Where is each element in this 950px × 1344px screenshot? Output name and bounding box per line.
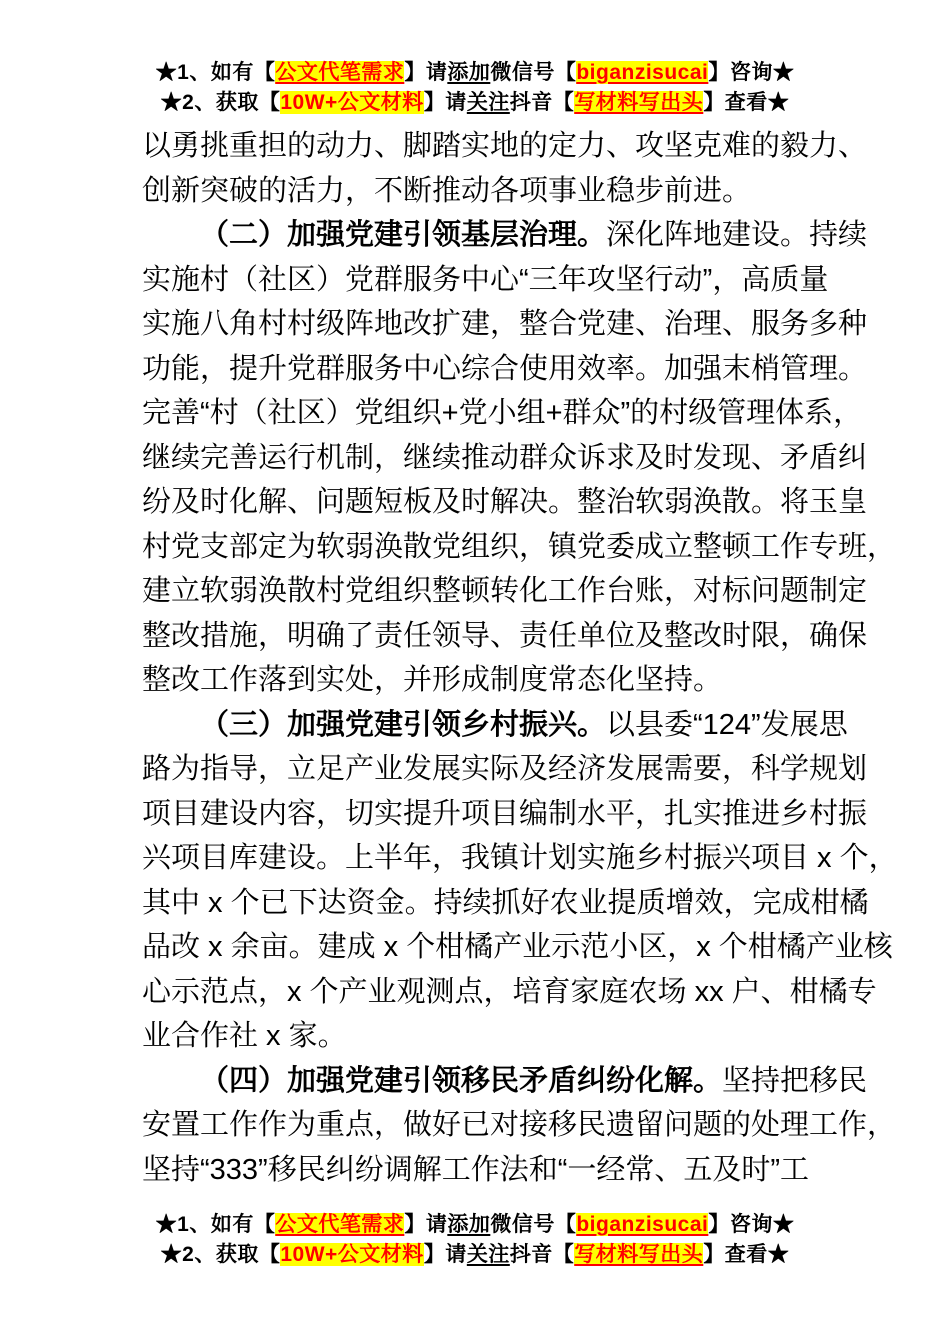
body-text: 业合作社 x 家。 — [142, 1020, 347, 1052]
text-line — [142, 1148, 822, 1193]
body-text: 功能，提升党群服务中心综合使用效率。加强末梢管理。 — [142, 352, 868, 385]
section-heading-text: （二）加强党建引领基层治理。 — [200, 219, 607, 251]
text-line — [142, 658, 822, 703]
section-heading-text: （四）加强党建引领移民矛盾纠纷化解。 — [200, 1064, 723, 1097]
notice-line — [0, 88, 950, 118]
body-text: 整改措施，明确了责任领导、责任单位及整改时限，确保 — [142, 619, 868, 652]
text-line — [142, 1014, 822, 1059]
body-text: 坚持把移民 — [722, 1064, 868, 1097]
body-text: 继续完善运行机制，继续推动群众诉求及时发现、矛盾纠 — [142, 441, 868, 474]
highlighted-keyword: 10W+公文材料 — [280, 91, 424, 114]
paragraph-first-line — [142, 703, 848, 748]
notice-text: 】请 — [404, 61, 448, 84]
body-text: 项目建设内容，切实提升项目编制水平，扎实推进乡村振 — [142, 797, 868, 830]
notice-text: 】请 — [423, 1243, 467, 1266]
notice-line — [0, 1210, 950, 1240]
notice-text: 】查看★ — [703, 1243, 790, 1266]
notice-text: 】请 — [404, 1213, 448, 1236]
text-line — [142, 391, 863, 436]
body-text: 纷及时化解、问题短板及时解决。整治软弱涣散。将玉皇 — [142, 486, 868, 518]
body-text: 路为指导，立足产业发展实际及经济发展需要，科学规划 — [142, 753, 868, 785]
text-line — [142, 881, 869, 926]
notice-text: 】咨询★ — [708, 1213, 795, 1236]
notice-text: 微信号【 — [490, 61, 577, 84]
paragraph-first-line — [142, 1059, 868, 1104]
notice-text: ★1、如有【 — [155, 61, 276, 84]
text-line — [142, 747, 868, 792]
notice-line — [0, 58, 950, 88]
text-line — [142, 792, 868, 837]
body-text: 兴项目库建设。上半年，我镇计划实施乡村振兴项目 x 个， — [142, 842, 898, 874]
body-text: 深化阵地建设。持续 — [606, 219, 868, 251]
body-text: 以勇挑重担的动力、脚踏实地的定力、攻坚克难的毅力、 — [142, 130, 868, 162]
document-body — [142, 124, 898, 1192]
body-text: 安置工作作为重点，做好已对接移民遗留问题的处理工作， — [142, 1109, 897, 1141]
underlined-text: 关注 — [466, 91, 510, 114]
notice-text: 抖音【 — [509, 91, 575, 114]
notice-text: 】咨询★ — [708, 61, 795, 84]
text-line — [142, 169, 822, 214]
highlighted-keyword: biganzisucai — [576, 1213, 709, 1236]
notice-text: ★2、获取【 — [160, 91, 281, 114]
text-line — [142, 525, 897, 570]
body-text: 其中 x 个已下达资金。持续抓好农业提质增效，完成柑橘 — [142, 886, 869, 919]
body-text: 创新突破的活力，不断推动各项事业稳步前进。 — [142, 174, 752, 207]
body-text: 实施八角村村级阵地改扩建，整合党建、治理、服务多种 — [142, 308, 868, 340]
text-line — [142, 970, 877, 1015]
text-line — [142, 569, 868, 614]
highlighted-keyword: 10W+公文材料 — [280, 1243, 424, 1266]
text-line — [142, 480, 868, 525]
text-line — [142, 436, 868, 481]
body-text: 整改工作落到实处，并形成制度常态化坚持。 — [142, 664, 723, 696]
body-text: 完善“村（社区）党组织+党小组+群众”的村级管理体系， — [142, 397, 863, 429]
underlined-text: 关注 — [466, 1243, 510, 1266]
body-text: 品改 x 余亩。建成 x 个柑橘产业示范小区，x 个柑橘产业核 — [142, 931, 893, 963]
notice-text: 】查看★ — [703, 91, 790, 114]
body-text: 村党支部定为软弱涣散党组织，镇党委成立整顿工作专班， — [142, 530, 897, 563]
underlined-text: 添加 — [447, 1213, 491, 1236]
header-notice — [0, 58, 950, 118]
body-text: 实施村（社区）党群服务中心“三年攻坚行动”，高质量 — [142, 263, 829, 296]
highlighted-keyword: 公文代笔需求 — [275, 1213, 405, 1236]
text-line — [142, 614, 868, 659]
text-line — [142, 836, 898, 881]
text-line — [142, 925, 893, 970]
highlighted-keyword: 公文代笔需求 — [275, 61, 405, 84]
section-heading-text: （三）加强党建引领乡村振兴。 — [200, 708, 607, 741]
text-line — [142, 347, 868, 392]
body-text: 坚持“333”移民纠纷调解工作法和“一经常、五及时”工 — [142, 1153, 810, 1186]
text-line — [142, 124, 868, 169]
text-line — [142, 1103, 897, 1148]
notice-line — [0, 1240, 950, 1270]
notice-text: ★2、获取【 — [160, 1243, 281, 1266]
highlighted-keyword: 写材料写出头 — [574, 91, 704, 114]
notice-text: ★1、如有【 — [155, 1213, 276, 1236]
footer-notice — [0, 1210, 950, 1270]
underlined-text: 添加 — [447, 61, 491, 84]
notice-text: 抖音【 — [509, 1243, 575, 1266]
body-text: 心示范点，x 个产业观测点，培育家庭农场 xx 户、柑橘专 — [142, 975, 877, 1008]
text-line — [142, 302, 868, 347]
notice-text: 微信号【 — [490, 1213, 577, 1236]
paragraph-first-line — [142, 213, 868, 258]
body-text: 以县委“124”发展思 — [606, 708, 848, 741]
highlighted-keyword: biganzisucai — [576, 61, 709, 84]
notice-text: 】请 — [423, 91, 467, 114]
text-line — [142, 258, 829, 303]
body-text: 建立软弱涣散村党组织整顿转化工作台账，对标问题制定 — [142, 575, 868, 607]
highlighted-keyword: 写材料写出头 — [574, 1243, 704, 1266]
